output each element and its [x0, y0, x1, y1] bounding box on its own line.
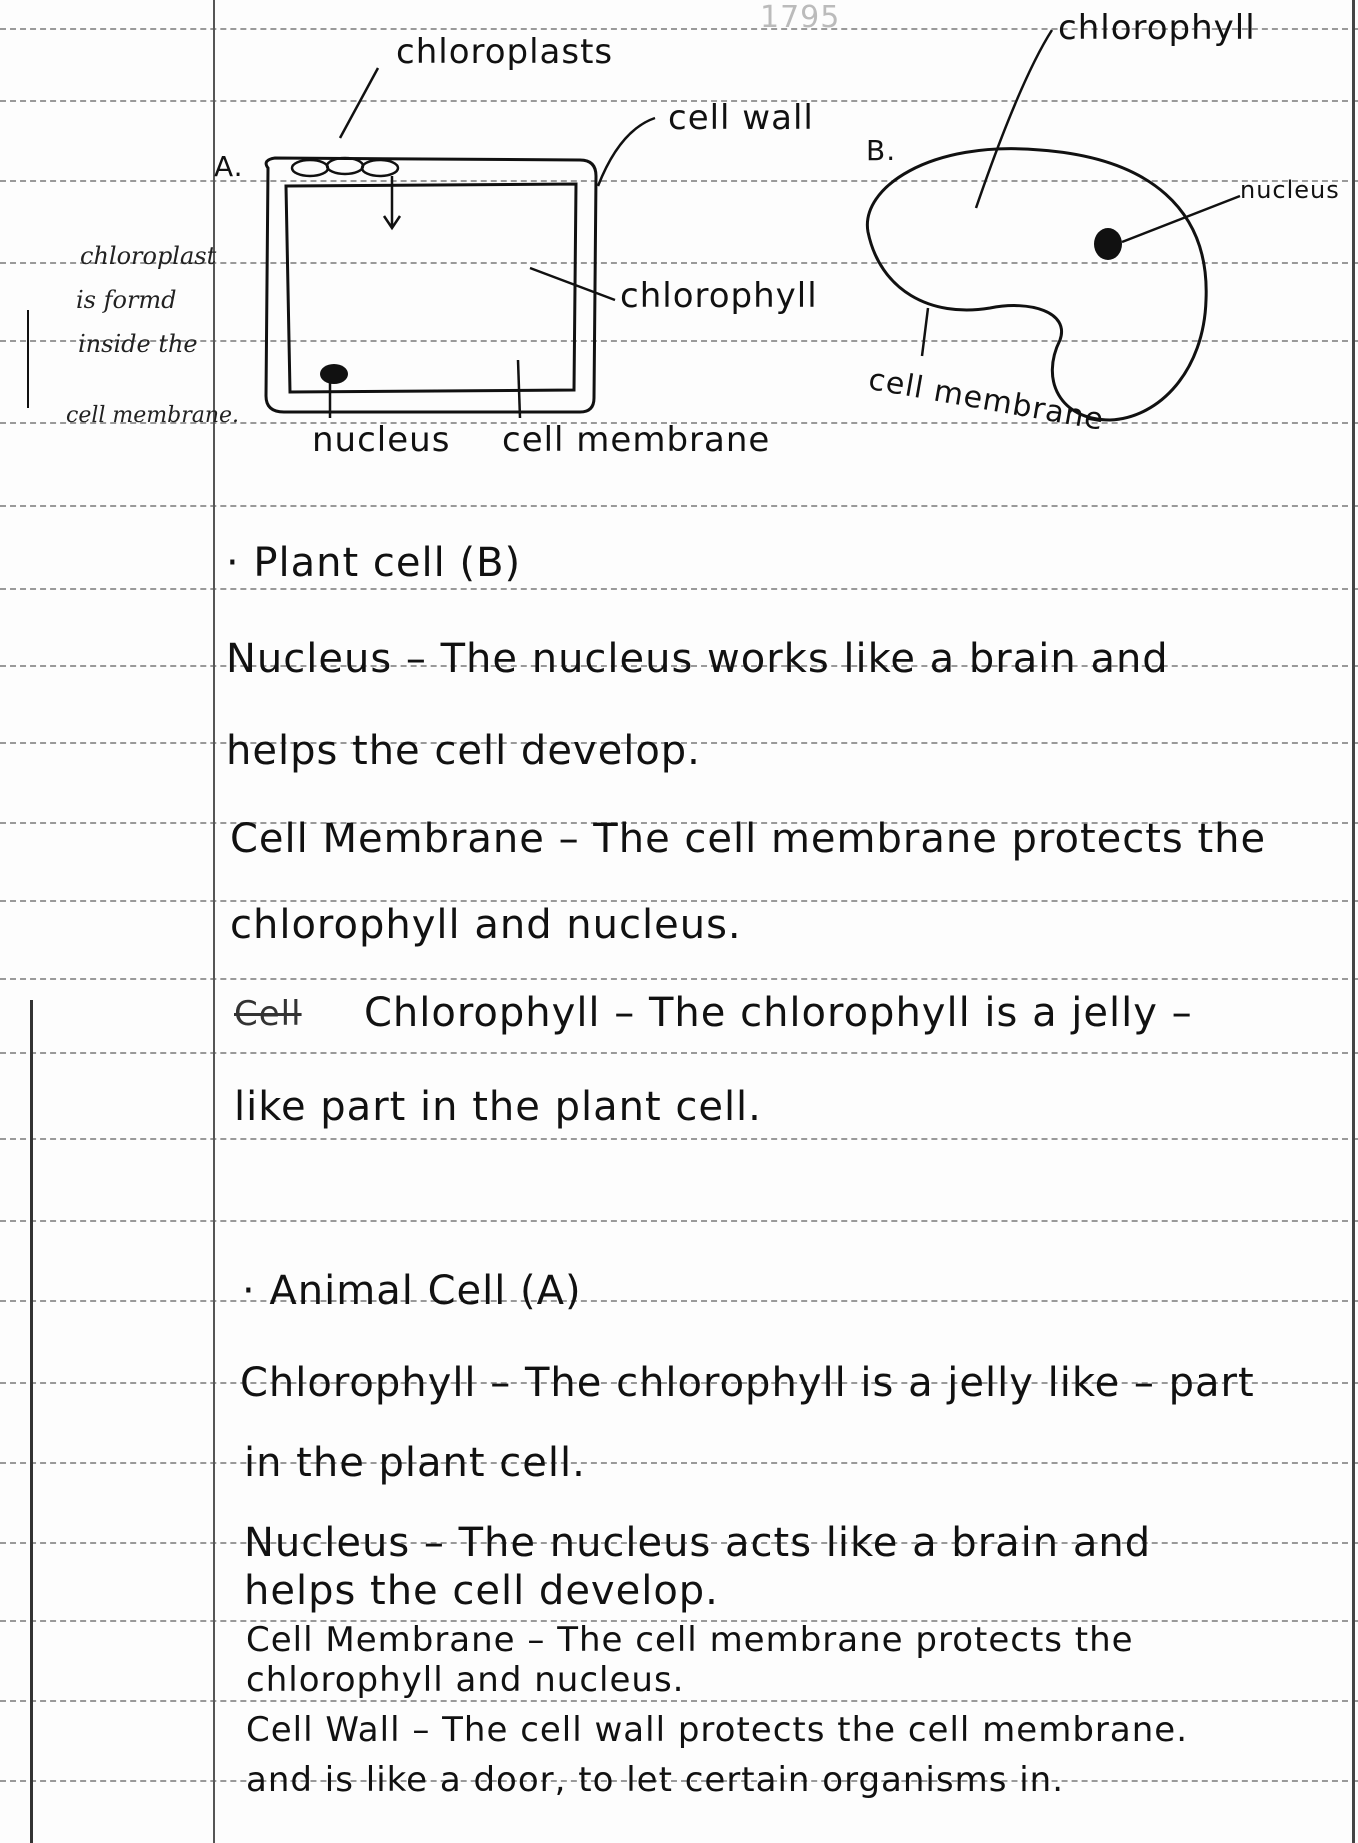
animal-line-1: Chlorophyll – The chlorophyll is a jelly like – part — [240, 1360, 1255, 1406]
plant-line-1: Nucleus – The nucleus works like a brain and — [226, 636, 1169, 682]
animal-line-8: and is like a door, to let certain organisms in. — [246, 1760, 1065, 1800]
plant-section-heading: · Plant cell (B) — [226, 540, 522, 586]
ruled-line — [0, 505, 1358, 507]
side-note-line-3: inside the — [78, 330, 198, 358]
side-note-line-2: is formd — [76, 286, 177, 314]
label-cell-membrane-b: cell membrane — [865, 362, 1107, 438]
label-chloroplasts: chloroplasts — [396, 32, 614, 72]
animal-line-7: Cell Wall – The cell wall protects the cell membrane. — [246, 1710, 1188, 1750]
animal-section-heading: · Animal Cell (A) — [242, 1268, 582, 1314]
ruled-line — [0, 1462, 1358, 1464]
animal-line-5: Cell Membrane – The cell membrane protects the — [246, 1620, 1134, 1660]
side-note-line-1: chloroplast — [80, 242, 217, 270]
label-nucleus-b: nucleus — [1240, 176, 1340, 204]
cell-b-letter: B. — [866, 134, 897, 167]
label-cell-membrane-a: cell membrane — [502, 420, 771, 460]
animal-line-3: Nucleus – The nucleus acts like a brain and — [244, 1520, 1152, 1566]
crossed-out-word: Cell — [234, 994, 302, 1034]
label-chlorophyll-b: chlorophyll — [1058, 8, 1256, 48]
ruled-line — [0, 588, 1358, 590]
ruled-line — [0, 1138, 1358, 1140]
plant-line-5: Chlorophyll – The chlorophyll is a jelly – — [364, 990, 1193, 1036]
animal-line-6: chlorophyll and nucleus. — [246, 1660, 685, 1700]
cell-a-letter: A. — [214, 150, 244, 183]
corner-mark: 1795 — [760, 0, 841, 35]
ruled-line — [0, 1220, 1358, 1222]
cell-b-drawing — [867, 30, 1240, 420]
ruled-line — [0, 1052, 1358, 1054]
animal-line-4: helps the cell develop. — [244, 1568, 719, 1614]
ruled-line — [0, 1300, 1358, 1302]
label-cell-wall: cell wall — [668, 98, 814, 138]
side-note-line-4: cell membrane. — [66, 403, 240, 428]
plant-line-2: helps the cell develop. — [226, 728, 701, 774]
ruled-line — [0, 978, 1358, 980]
animal-line-2: in the plant cell. — [244, 1440, 586, 1486]
plant-line-3: Cell Membrane – The cell membrane protects the — [230, 816, 1267, 862]
label-nucleus-a: nucleus — [312, 420, 451, 460]
plant-line-6: like part in the plant cell. — [234, 1084, 762, 1130]
page-edge — [30, 1000, 33, 1843]
label-chlorophyll-a: chlorophyll — [620, 276, 818, 316]
ruled-line — [0, 1700, 1358, 1702]
plant-line-4: chlorophyll and nucleus. — [230, 902, 742, 948]
